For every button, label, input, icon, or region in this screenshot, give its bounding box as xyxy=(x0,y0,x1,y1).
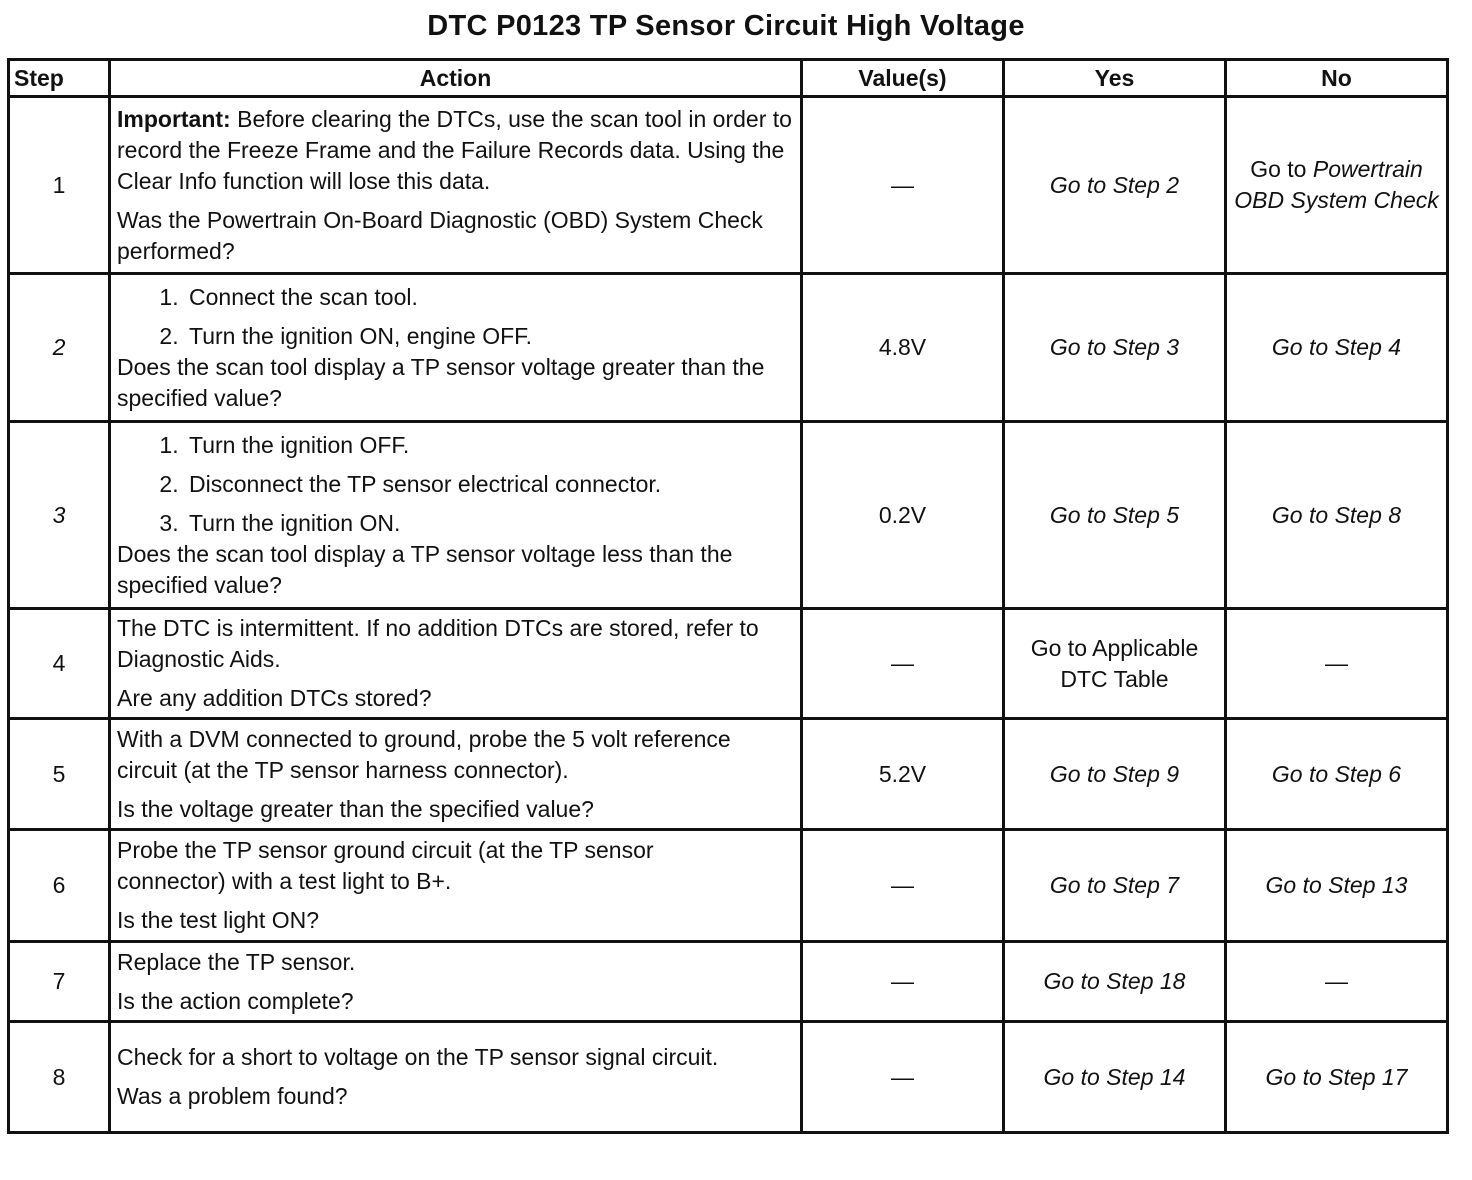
yes-cell: Go to Step 7 xyxy=(1004,830,1226,942)
yes-cell: Go to Step 14 xyxy=(1004,1022,1226,1133)
step-number: 3 xyxy=(9,422,110,609)
header-yes: Yes xyxy=(1004,60,1226,97)
action-question: Is the test light ON? xyxy=(117,907,319,933)
list-item: 1. Connect the scan tool. xyxy=(185,282,794,313)
action-cell xyxy=(110,609,802,719)
yes-cell: Go to Applicable DTC Table xyxy=(1004,609,1226,719)
table-row xyxy=(9,422,1448,609)
table-row xyxy=(9,609,1448,719)
yes-cell: Go to Step 18 xyxy=(1004,942,1226,1022)
table-header-row xyxy=(9,60,1448,97)
step-number: 4 xyxy=(9,609,110,719)
action-cell xyxy=(110,97,802,274)
table-row xyxy=(9,830,1448,942)
action-text: Probe the TP sensor ground circuit (at the TP sensor connector) with a test light to B+. xyxy=(117,837,654,894)
yes-cell: Go to Step 5 xyxy=(1004,422,1226,609)
step-number: 1 xyxy=(9,97,110,274)
action-steps-list xyxy=(117,430,794,539)
action-question: Are any addition DTCs stored? xyxy=(117,685,432,711)
header-action: Action xyxy=(110,60,802,97)
no-prefix: Go to xyxy=(1250,156,1313,182)
value-cell: — xyxy=(802,1022,1004,1133)
action-cell xyxy=(110,719,802,830)
no-cell: — xyxy=(1226,942,1448,1022)
value-cell: — xyxy=(802,830,1004,942)
step-number: 7 xyxy=(9,942,110,1022)
list-item: 2. Turn the ignition ON, engine OFF. xyxy=(185,321,794,352)
header-step: Step xyxy=(9,60,110,97)
page-title: DTC P0123 TP Sensor Circuit High Voltage xyxy=(427,10,1025,42)
action-cell xyxy=(110,422,802,609)
no-cell: Go to Step 4 xyxy=(1226,274,1448,422)
no-cell: Go to Step 13 xyxy=(1226,830,1448,942)
value-cell: 4.8V xyxy=(802,274,1004,422)
value-cell: 5.2V xyxy=(802,719,1004,830)
action-question: Was the Powertrain On-Board Diagnostic (OBD) System Check performed? xyxy=(117,206,763,264)
step-number: 8 xyxy=(9,1022,110,1133)
yes-cell: Go to Step 9 xyxy=(1004,719,1226,830)
no-cell xyxy=(1226,97,1448,274)
table-row xyxy=(9,97,1448,274)
action-cell xyxy=(110,274,802,422)
table-row xyxy=(9,1022,1448,1133)
header-no: No xyxy=(1226,60,1448,97)
list-item: 1. Turn the ignition OFF. xyxy=(185,430,794,461)
action-question: Was a problem found? xyxy=(117,1083,348,1109)
yes-cell: Go to Step 3 xyxy=(1004,274,1226,422)
header-values: Value(s) xyxy=(802,60,1004,97)
action-text: With a DVM connected to ground, probe the 5 volt reference circuit (at the TP sensor harness connector). xyxy=(117,725,731,783)
action-text: Replace the TP sensor. xyxy=(117,948,356,975)
action-text: Check for a short to voltage on the TP sensor signal circuit. xyxy=(117,1044,719,1070)
action-question: Is the action complete? xyxy=(117,987,354,1014)
table-row xyxy=(9,719,1448,830)
no-link: Powertrain OBD System Check xyxy=(1234,156,1439,213)
step-number: 5 xyxy=(9,719,110,830)
list-item: 2. Disconnect the TP sensor electrical connector. xyxy=(185,469,794,500)
action-cell xyxy=(110,942,802,1022)
value-cell: — xyxy=(802,609,1004,719)
step-number: 6 xyxy=(9,830,110,942)
table-row xyxy=(9,942,1448,1022)
action-important xyxy=(117,104,794,197)
action-cell xyxy=(110,830,802,942)
diagnostic-table xyxy=(7,58,1449,1134)
value-cell: — xyxy=(802,942,1004,1022)
yes-cell: Go to Step 2 xyxy=(1004,97,1226,274)
table-row xyxy=(9,274,1448,422)
value-cell: 0.2V xyxy=(802,422,1004,609)
action-question: Is the voltage greater than the specified value? xyxy=(117,795,594,822)
action-steps-list xyxy=(117,282,794,352)
action-cell xyxy=(110,1022,802,1133)
important-text: Before clearing the DTCs, use the scan tool in order to record the Freeze Frame and the Failure Records data. Using the Clear Info function will lose this data. xyxy=(117,105,792,194)
no-cell: — xyxy=(1226,609,1448,719)
value-cell: — xyxy=(802,97,1004,274)
list-item: 3. Turn the ignition ON. xyxy=(185,508,794,539)
no-cell: Go to Step 6 xyxy=(1226,719,1448,830)
important-label: Important: xyxy=(117,105,231,132)
action-text: The DTC is intermittent. If no addition DTCs are stored, refer to Diagnostic Aids. xyxy=(117,615,759,672)
action-question: Does the scan tool display a TP sensor voltage greater than the specified value? xyxy=(117,353,765,411)
no-cell: Go to Step 17 xyxy=(1226,1022,1448,1133)
no-cell: Go to Step 8 xyxy=(1226,422,1448,609)
action-question: Does the scan tool display a TP sensor voltage less than the specified value? xyxy=(117,540,733,598)
step-number: 2 xyxy=(9,274,110,422)
